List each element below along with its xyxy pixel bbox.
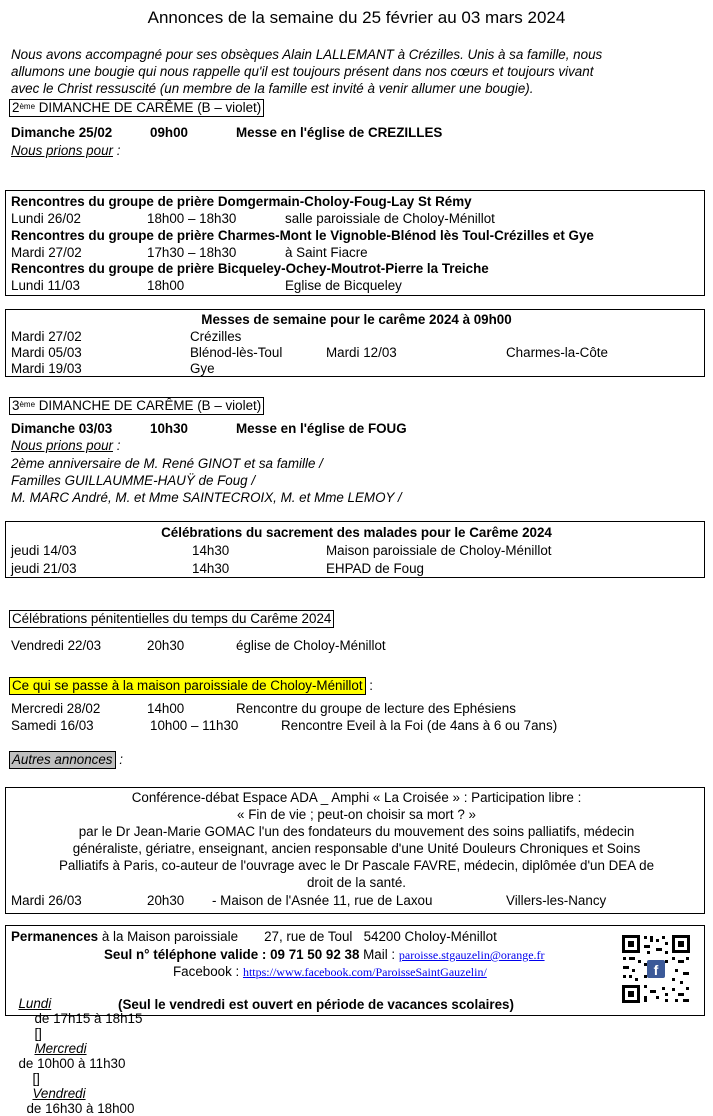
conference-line: Palliatifs à Paris, co-auteur de l'ouvrage avec le Dr Pascale FAVRE, médecin, diplômée d'un DEA de [58, 858, 655, 873]
prayer-group-day: Lundi 11/03 [11, 278, 80, 293]
conference-line: par le Dr Jean-Marie GOMAC l'un des fondateurs du mouvement des soins palliatifs, médecin [78, 824, 635, 839]
svg-text:f: f [653, 962, 659, 978]
mass-place: Crézilles [190, 329, 242, 344]
facebook-link[interactable]: https://www.facebook.com/ParoisseSaintGauzelin/ [242, 965, 487, 979]
footer-contact [104, 947, 545, 963]
sunday2-pray-label: Nous prions pour [11, 143, 113, 158]
sunday3-pray-colon: : [112, 438, 121, 453]
mass-place: Blénod-lès-Toul [190, 345, 283, 360]
parish-house-title: Ce qui se passe à la maison paroissiale de Choloy-Ménillot [9, 677, 366, 695]
sick-place: Maison paroissiale de Choloy-Ménillot [326, 543, 552, 558]
sunday2-day: Dimanche 25/02 [11, 125, 113, 140]
parish-time: 14h00 [147, 701, 185, 716]
footer-perm [11, 929, 497, 944]
sunday2-time: 09h00 [150, 125, 188, 140]
sunday3-time: 10h30 [150, 421, 188, 436]
parish-house-colon: : [365, 678, 374, 693]
prayer-group-title: Rencontres du groupe de prière Domgermain-Choloy-Foug-Lay St Rémy [11, 194, 472, 209]
sunday3-tag-num: 3 [12, 398, 20, 413]
footer-note: (Seul le vendredi est ouvert en période de vacances scolaires) [118, 997, 514, 1012]
prayer-group-place: à Saint Fiacre [285, 245, 368, 260]
penitential-title: Célébrations pénitentielles du temps du Carême 2024 [9, 610, 334, 628]
hours-sep: [] [32, 1071, 40, 1086]
parish-day: Samedi 16/03 [11, 718, 94, 733]
hours-sep: [] [34, 1026, 42, 1041]
prayer-group-time: 17h30 – 18h30 [147, 245, 237, 260]
conference-line: droit de la santé. [306, 875, 406, 890]
perm-address: à la Maison paroissiale 27, rue de Toul 54200 Choloy-Ménillot [98, 929, 497, 944]
other-colon: : [115, 752, 123, 767]
sunday3-mass: Messe en l'église de FOUG [236, 421, 407, 436]
sunday2-pray-colon: : [112, 143, 121, 158]
weekday-masses-title: Messes de semaine pour le carême 2024 à 09h00 [201, 312, 512, 327]
sunday3-tag [9, 397, 264, 415]
parish-day: Mercredi 28/02 [11, 701, 101, 716]
intention-line: Familles GUILLAUMME-HAUŸ de Foug / [11, 473, 256, 488]
sunday2-tag-sup: ème [19, 102, 36, 111]
mass-day: Mardi 27/02 [11, 329, 82, 344]
conference-place: - Maison de l'Asnée 11, rue de Laxou [212, 893, 433, 908]
prayer-group-place: Eglise de Bicqueley [285, 278, 402, 293]
mass-place-2: Charmes-la-Côte [506, 345, 608, 360]
sunday2-mass: Messe en l'église de CREZILLES [236, 125, 443, 140]
conference-city: Villers-les-Nancy [506, 893, 607, 908]
hours-day: Vendredi [32, 1086, 86, 1101]
penitential-place: église de Choloy-Ménillot [236, 638, 386, 653]
page-title: Annonces de la semaine du 25 février au 03 mars 2024 [147, 8, 566, 27]
sunday3-pray [11, 438, 120, 453]
sick-sacrament-title: Célébrations du sacrement des malades pour le Carême 2024 [161, 525, 552, 540]
sick-time: 14h30 [192, 561, 230, 576]
intro-line-3: avec le Christ ressuscité (un membre de la famille est invité à venir allumer une bougie). [11, 81, 534, 96]
sunday2-pray [11, 143, 120, 158]
sick-day: jeudi 14/03 [11, 543, 77, 558]
sunday3-day: Dimanche 03/03 [11, 421, 113, 436]
prayer-group-place: salle paroissiale de Choloy-Ménillot [285, 211, 495, 226]
intro-line-1: Nous avons accompagné pour ses obsèques Alain LALLEMANT à Crézilles. Unis à sa famille, nous [11, 47, 603, 62]
mass-place: Gye [190, 361, 215, 376]
sick-time: 14h30 [192, 543, 230, 558]
parish-desc: Rencontre Eveil à la Foi (de 4ans à 6 ou 7ans) [281, 718, 558, 733]
prayer-group-time: 18h00 – 18h30 [147, 211, 237, 226]
conference-time: 20h30 [147, 893, 185, 908]
hours-time: de 17h15 à 18h15 [34, 1011, 143, 1026]
sunday3-tag-sup: ème [19, 400, 36, 409]
prayer-group-title: Rencontres du groupe de prière Bicqueley-Ochey-Moutrot-Pierre la Treiche [11, 261, 489, 276]
penitential-day: Vendredi 22/03 [11, 638, 102, 653]
footer-facebook [173, 964, 487, 980]
prayer-group-title: Rencontres du groupe de prière Charmes-Mont le Vignoble-Blénod lès Toul-Crézilles et Gye [11, 228, 594, 243]
perm-label: Permanences [11, 929, 99, 944]
sick-place: EHPAD de Foug [326, 561, 424, 576]
mass-day-2: Mardi 12/03 [326, 345, 397, 360]
mass-day: Mardi 19/03 [11, 361, 82, 376]
conference-line: généraliste, gériatre, enseignant, ancien responsable d'une Unité Douleurs Chroniques et Soins [72, 841, 641, 856]
hours-time: de 16h30 à 18h00 [26, 1101, 135, 1116]
conference-line: Conférence-débat Espace ADA _ Amphi « La Croisée » : Participation libre : [131, 790, 582, 805]
sick-day: jeudi 21/03 [11, 561, 77, 576]
sunday2-tag-num: 2 [12, 100, 20, 115]
parish-desc: Rencontre du groupe de lecture des Ephésiens [236, 701, 516, 716]
qr-code-icon [620, 933, 692, 1005]
prayer-group-day: Mardi 27/02 [11, 245, 82, 260]
mail-label: Mail : [359, 947, 399, 962]
facebook-label: Facebook : [173, 964, 243, 979]
other-title: Autres annonces [9, 751, 116, 769]
prayer-group-day: Lundi 26/02 [11, 211, 81, 226]
prayer-group-time: 18h00 [147, 278, 185, 293]
conference-line: « Fin de vie ; peut-on choisir sa mort ? » [237, 807, 476, 822]
penitential-time: 20h30 [147, 638, 185, 653]
intro-line-2: allumons une bougie qui nous rappelle qu'il est toujours présent dans nos cœurs et toujours vivant [11, 64, 594, 79]
sunday3-pray-label: Nous prions pour [11, 438, 113, 453]
sunday3-tag-text: DIMANCHE DE CARÊME (B – violet) [35, 398, 262, 413]
sunday2-tag-text: DIMANCHE DE CARÊME (B – violet) [35, 100, 262, 115]
mass-day: Mardi 05/03 [11, 345, 82, 360]
intention-line: M. MARC André, M. et Mme SAINTECROIX, M. et Mme LEMOY / [11, 490, 402, 505]
other-heading [9, 751, 123, 769]
parish-time: 10h00 – 11h30 [150, 718, 239, 733]
phone-label: Seul n° téléphone valide : 09 71 50 92 38 [104, 947, 360, 962]
mail-link[interactable]: paroisse.stgauzelin@orange.fr [398, 948, 545, 962]
sunday2-tag [9, 99, 264, 117]
conference-day: Mardi 26/03 [11, 893, 82, 908]
hours-day: Lundi [18, 996, 52, 1011]
hours-time: de 10h00 à 11h30 [18, 1056, 126, 1071]
intention-line: 2ème anniversaire de M. René GINOT et sa famille / [11, 456, 323, 471]
parish-house-heading [9, 677, 373, 695]
hours-day: Mercredi [34, 1041, 87, 1056]
